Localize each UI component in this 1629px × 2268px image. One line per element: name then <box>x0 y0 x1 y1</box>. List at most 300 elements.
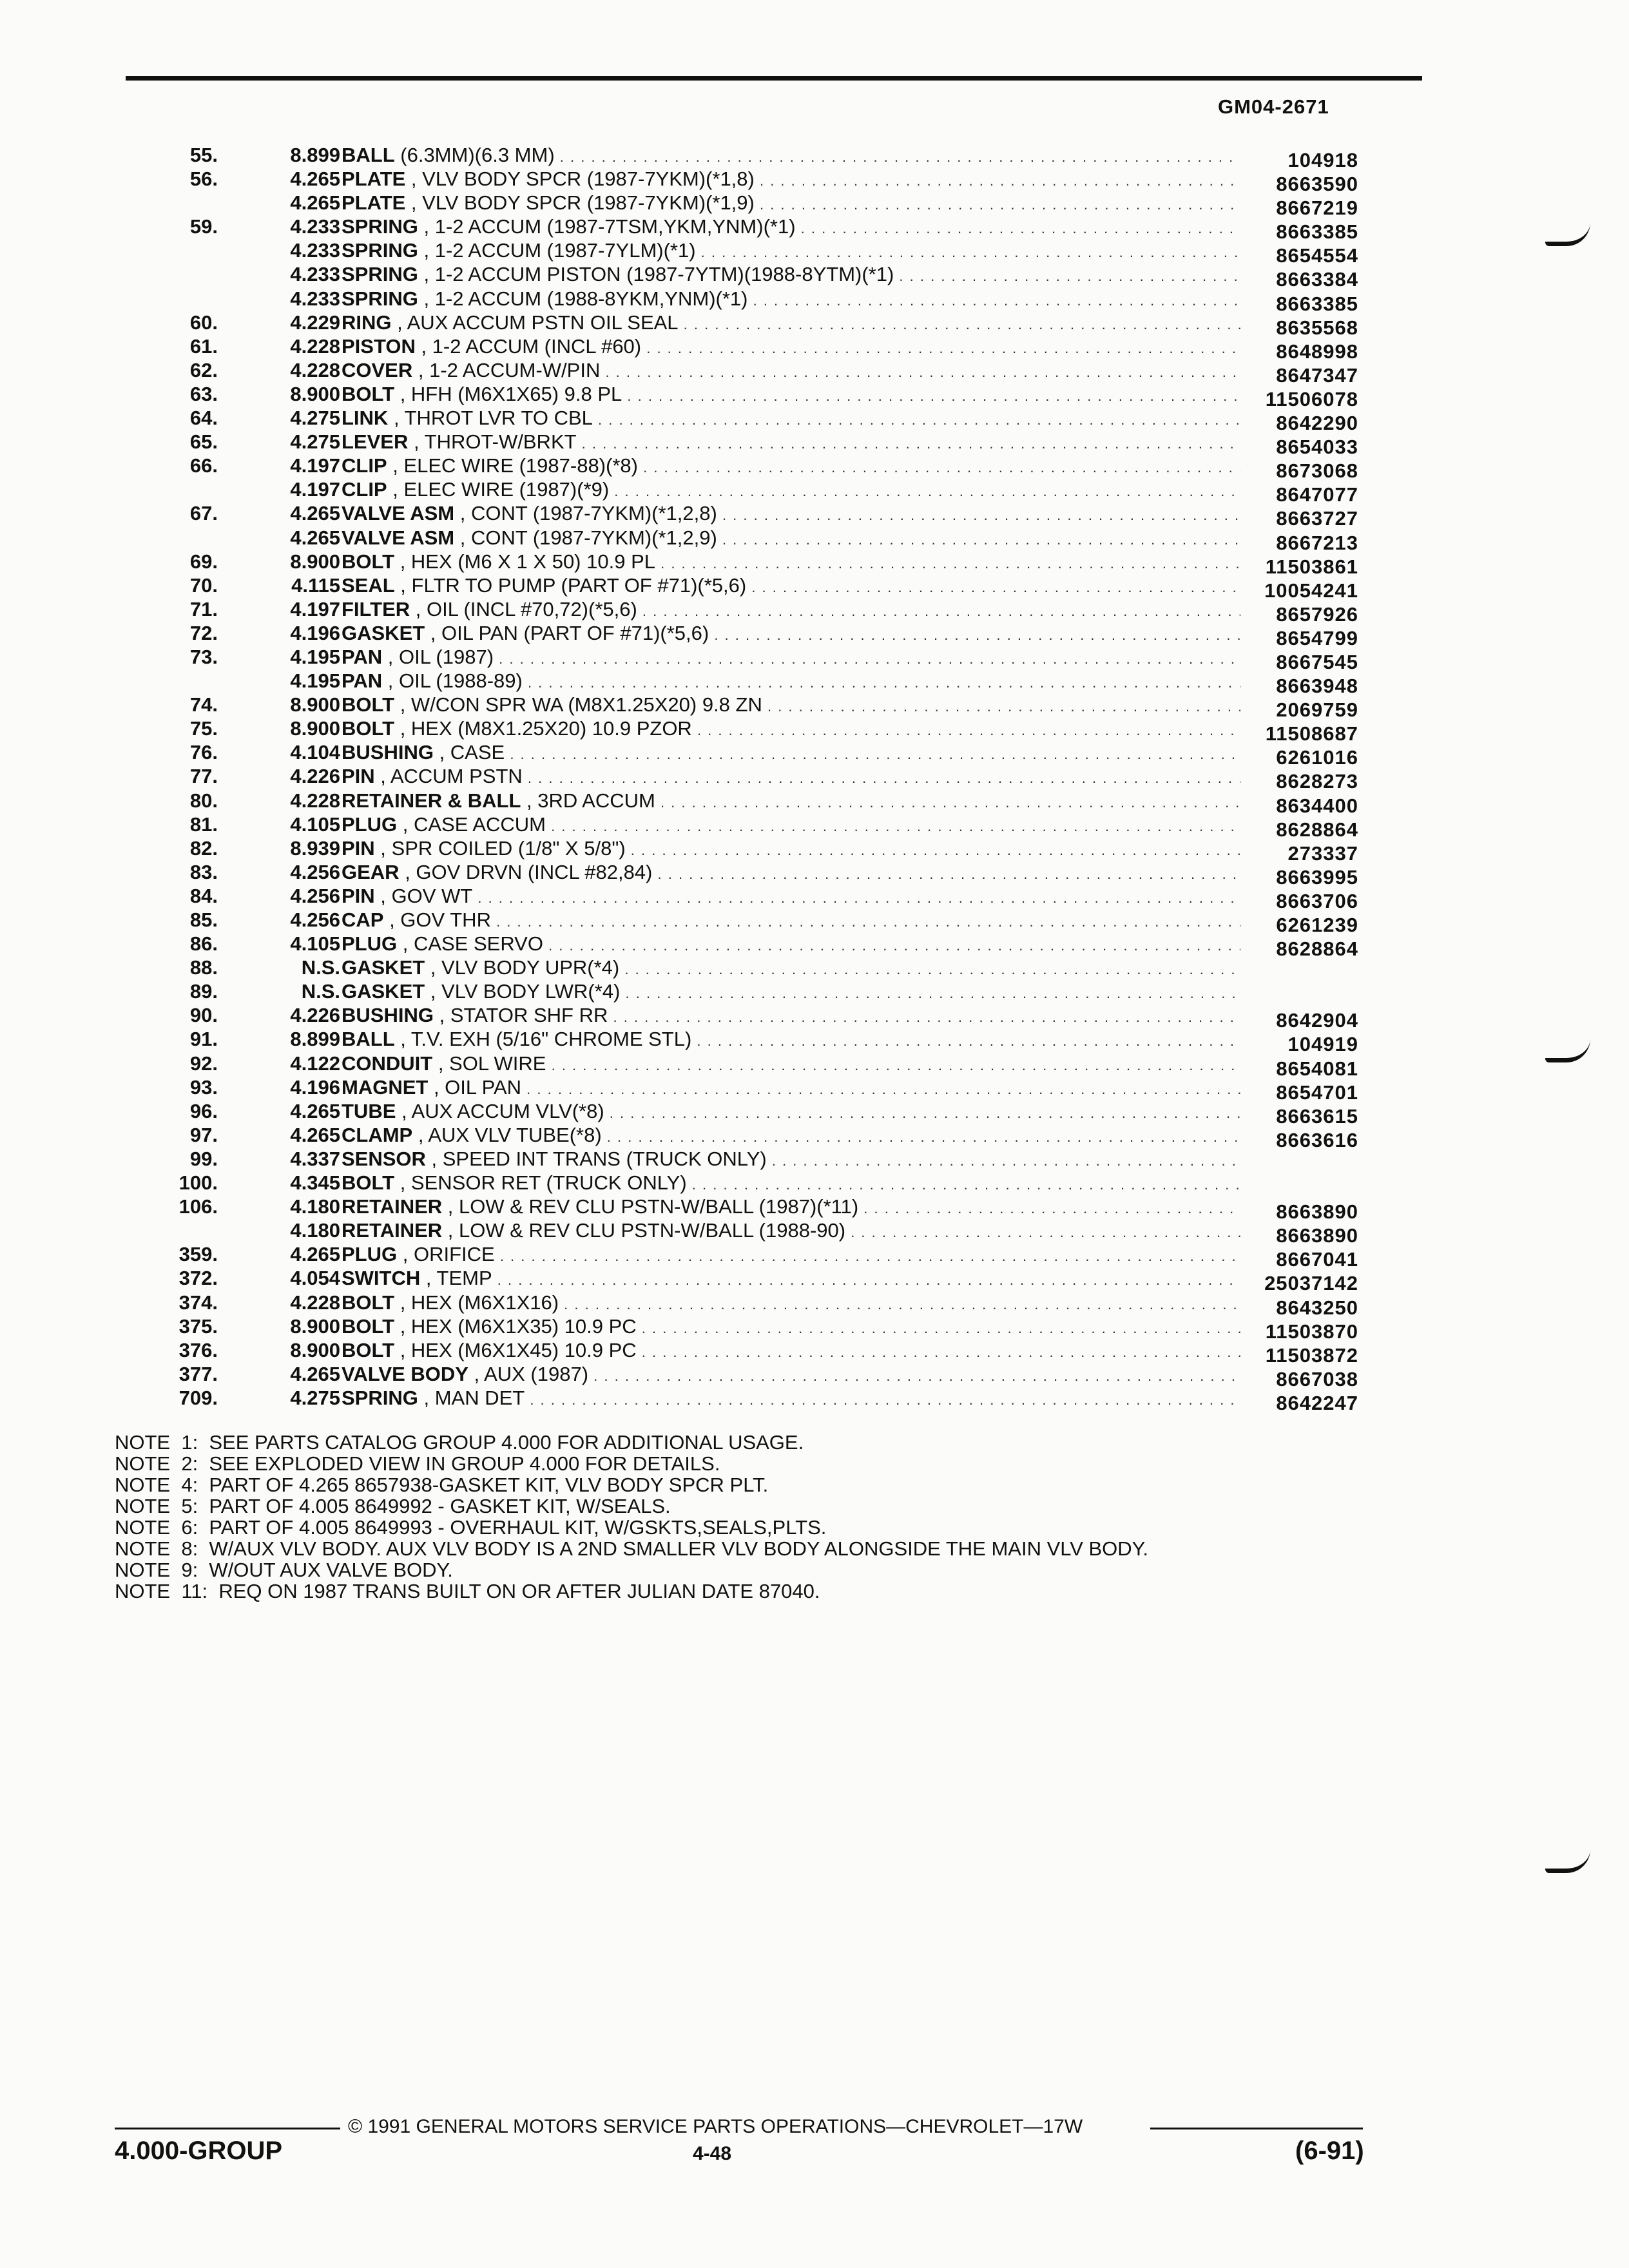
part-number: 8673068 <box>1276 459 1358 483</box>
dot-leader <box>652 861 1240 883</box>
part-detail: , TEMP <box>420 1267 492 1290</box>
ref-number: 66. <box>189 454 218 477</box>
group-number: 4.115 <box>291 573 340 597</box>
part-name: PIN <box>342 765 375 788</box>
part-row <box>0 406 1629 435</box>
ref-number: 106. <box>178 1195 218 1218</box>
part-number: 8628864 <box>1276 937 1358 961</box>
dot-leader <box>894 263 1240 285</box>
dot-leader <box>619 956 1240 979</box>
group-number: 8.939 <box>290 836 340 860</box>
part-detail: , OIL PAN (PART OF #71)(*5,6) <box>425 621 709 644</box>
part-detail: , HEX (M6 X 1 X 50) 10.9 PL <box>394 550 655 573</box>
dot-leader <box>505 741 1240 764</box>
part-number: 8628273 <box>1276 770 1358 793</box>
part-detail: , GOV THR <box>383 908 491 931</box>
part-number: 8643250 <box>1276 1296 1358 1319</box>
dot-leader <box>559 1291 1240 1314</box>
part-name: LEVER <box>342 430 409 454</box>
ref-number: 376. <box>178 1338 218 1361</box>
part-name: BOLT <box>342 693 395 716</box>
part-number: 8663890 <box>1276 1224 1358 1247</box>
group-number: 4.197 <box>290 597 340 620</box>
part-description <box>342 932 1240 957</box>
part-row <box>0 454 1629 483</box>
part-description <box>342 908 1240 934</box>
part-row <box>0 956 1629 979</box>
dot-leader <box>637 1339 1240 1361</box>
part-name: PAN <box>342 669 383 693</box>
group-number: 4.195 <box>290 645 340 668</box>
part-row <box>0 740 1629 769</box>
part-row <box>0 645 1629 673</box>
document-id: GM04-2671 <box>1218 95 1329 118</box>
part-row <box>0 573 1629 602</box>
part-name: BOLT <box>342 717 395 740</box>
group-number: 4.265 <box>290 1243 340 1266</box>
dot-leader <box>472 885 1240 907</box>
part-detail: , W/CON SPR WA (M8X1.25X20) 9.8 ZN <box>394 693 762 716</box>
part-name: BUSHING <box>342 741 434 764</box>
part-number: 8628864 <box>1276 818 1358 841</box>
part-detail: , CASE ACCUM <box>397 812 546 836</box>
part-name: SPRING <box>342 239 418 262</box>
part-description <box>342 716 1240 742</box>
ref-number: 55. <box>189 144 218 166</box>
group-number: 4.265 <box>290 168 340 191</box>
part-name: SEAL <box>342 573 395 597</box>
part-name: BOLT <box>342 1338 395 1361</box>
group-number: 8.900 <box>290 1314 340 1338</box>
ref-number: 80. <box>189 789 218 812</box>
part-number: 8667041 <box>1276 1248 1358 1271</box>
part-row <box>0 382 1629 410</box>
part-description <box>342 238 1240 264</box>
part-row <box>0 693 1629 722</box>
part-detail: , ELEC WIRE (1987-88)(*8) <box>387 454 638 477</box>
part-row <box>0 1291 1629 1319</box>
part-number: 10054241 <box>1264 579 1358 602</box>
part-description <box>342 789 1240 814</box>
part-row <box>0 1338 1629 1367</box>
part-number: 8663727 <box>1276 507 1358 530</box>
part-description <box>342 334 1240 360</box>
part-name: CONDUIT <box>342 1052 433 1075</box>
group-number: 8.900 <box>290 550 340 573</box>
copyright-line: © 1991 GENERAL MOTORS SERVICE PARTS OPERATIONS—CHEVROLET—17W <box>348 2116 1083 2137</box>
part-row <box>0 550 1629 578</box>
part-description <box>342 645 1240 671</box>
group-number: 4.196 <box>290 1075 340 1099</box>
part-number: 273337 <box>1287 841 1358 865</box>
group-number: 8.900 <box>290 382 340 405</box>
part-name: SWITCH <box>342 1267 421 1290</box>
part-number: 8635568 <box>1276 316 1358 339</box>
part-name: CLIP <box>342 454 387 477</box>
group-number: 8.900 <box>290 717 340 740</box>
part-detail: , MAN DET <box>418 1386 525 1409</box>
dot-leader <box>494 646 1240 668</box>
part-description <box>342 143 1240 169</box>
ref-number: 86. <box>189 932 218 956</box>
group-number: 4.275 <box>290 1386 340 1409</box>
dot-leader <box>655 550 1240 573</box>
part-description <box>342 501 1240 527</box>
part-number: 8663590 <box>1276 173 1358 196</box>
ref-number: 93. <box>189 1075 218 1099</box>
part-row <box>0 1171 1629 1195</box>
part-description <box>342 526 1240 552</box>
part-row <box>0 597 1629 626</box>
part-detail: , AUX ACCUM PSTN OIL SEAL <box>391 311 679 334</box>
ref-number: 72. <box>189 621 218 644</box>
ref-number: 377. <box>178 1362 218 1385</box>
part-description <box>342 693 1240 718</box>
part-description <box>342 1386 1240 1412</box>
part-number: 8663385 <box>1276 220 1358 244</box>
part-row <box>0 860 1629 889</box>
part-name: PIN <box>342 836 375 860</box>
ref-number: 88. <box>189 956 218 979</box>
part-detail: , GOV WT <box>374 884 473 907</box>
dot-leader <box>491 908 1240 931</box>
part-detail: , HEX (M6X1X35) 10.9 PC <box>394 1314 637 1338</box>
part-detail: , OIL (1987) <box>382 645 494 668</box>
group-number: 4.256 <box>290 908 340 931</box>
part-row <box>0 884 1629 912</box>
group-number: 4.180 <box>290 1219 340 1242</box>
dot-leader <box>717 526 1240 549</box>
page-number: 4-48 <box>693 2143 732 2164</box>
part-detail: , OIL PAN <box>428 1075 522 1099</box>
part-row <box>0 191 1629 220</box>
part-detail: , AUX VLV TUBE(*8) <box>412 1123 602 1146</box>
dot-leader <box>626 837 1240 860</box>
part-row <box>0 932 1629 961</box>
part-row <box>0 908 1629 936</box>
part-description <box>342 740 1240 766</box>
group-number: 4.233 <box>290 239 340 262</box>
part-description <box>342 956 1240 981</box>
footer-rule-right <box>1150 2128 1363 2129</box>
ref-number: 92. <box>189 1052 218 1075</box>
part-name: VALVE BODY <box>342 1362 468 1385</box>
ref-number: 56. <box>189 168 218 191</box>
part-detail: (6.3MM)(6.3 MM) <box>394 144 555 166</box>
part-description <box>342 1171 1240 1196</box>
part-name: SENSOR <box>342 1147 426 1170</box>
dot-leader <box>858 1195 1240 1218</box>
part-number: 6261239 <box>1276 914 1358 936</box>
group-number: 4.233 <box>290 215 340 238</box>
ref-number: 76. <box>189 741 218 764</box>
ref-number: 61. <box>189 334 218 358</box>
part-description <box>342 1218 1240 1244</box>
part-description <box>342 215 1240 240</box>
ref-number: 71. <box>189 597 218 620</box>
dot-leader <box>691 1028 1240 1050</box>
part-detail: , OIL (1988-89) <box>382 669 523 693</box>
part-description <box>342 191 1240 216</box>
part-detail: , ORIFICE <box>397 1243 495 1266</box>
part-row <box>0 1242 1629 1271</box>
group-number: 8.899 <box>290 1028 340 1051</box>
group-number: 4.196 <box>290 621 340 644</box>
part-name: SPRING <box>342 263 418 286</box>
part-row <box>0 1218 1629 1247</box>
part-name: GASKET <box>342 956 425 979</box>
part-row <box>0 311 1629 339</box>
date-code: (6-91) <box>1295 2137 1364 2165</box>
part-name: RETAINER <box>342 1195 443 1218</box>
group-number: 4.226 <box>290 1004 340 1027</box>
group-number: 4.345 <box>290 1171 340 1195</box>
part-name: PLUG <box>342 1243 398 1266</box>
part-description <box>342 669 1240 695</box>
ref-number: 90. <box>189 1004 218 1027</box>
ref-number: 60. <box>189 311 218 334</box>
group-number: 4.265 <box>290 1099 340 1122</box>
dot-leader <box>755 168 1240 190</box>
group-number: 4.256 <box>290 884 340 907</box>
part-detail: , FLTR TO PUMP (PART OF #71)(*5,6) <box>394 573 747 597</box>
part-row <box>0 501 1629 530</box>
ref-number: 81. <box>189 812 218 836</box>
part-number: 8654081 <box>1276 1057 1358 1080</box>
footer-rule-left <box>115 2128 340 2129</box>
dot-leader <box>746 574 1240 597</box>
part-name: SPRING <box>342 287 418 310</box>
dot-leader <box>525 1387 1240 1409</box>
group-number: 4.265 <box>290 502 340 525</box>
group-number: 4.197 <box>290 478 340 501</box>
part-number: 8647077 <box>1276 483 1358 506</box>
part-detail: , LOW & REV CLU PSTN-W/BALL (1987)(*11) <box>442 1195 859 1218</box>
part-name: TUBE <box>342 1099 396 1122</box>
part-name: PISTON <box>342 334 416 358</box>
part-detail: , 1-2 ACCUM-W/PIN <box>412 358 601 381</box>
ref-number: 84. <box>189 884 218 907</box>
group-number: 4.228 <box>290 334 340 358</box>
part-number: 8663385 <box>1276 292 1358 315</box>
ref-number: 91. <box>189 1028 218 1051</box>
part-row <box>0 1123 1629 1151</box>
part-number: 2069759 <box>1276 698 1358 722</box>
part-detail: , GOV DRVN (INCL #82,84) <box>399 860 653 883</box>
part-row <box>0 1075 1629 1104</box>
part-detail: , VLV BODY SPCR (1987-7YKM)(*1,8) <box>405 168 755 191</box>
part-number: 8667219 <box>1276 197 1358 220</box>
ref-number: 64. <box>189 407 218 430</box>
group-number: 4.180 <box>290 1195 340 1218</box>
group-number: 4.265 <box>290 1362 340 1385</box>
part-number: 104919 <box>1287 1033 1358 1056</box>
part-number: 8663706 <box>1276 889 1358 912</box>
part-row <box>0 1195 1629 1224</box>
dot-leader <box>492 1267 1240 1289</box>
part-number: 8654033 <box>1276 436 1358 459</box>
group-number: 4.275 <box>290 430 340 454</box>
parts-list <box>0 143 1629 1414</box>
part-name: BALL <box>342 144 395 166</box>
ref-number: 99. <box>189 1147 218 1170</box>
part-detail: , AUX ACCUM VLV(*8) <box>396 1099 604 1122</box>
part-detail: , VLV BODY UPR(*4) <box>425 956 620 979</box>
part-description <box>342 1338 1240 1364</box>
part-detail: , OIL (INCL #70,72)(*5,6) <box>410 597 637 620</box>
part-name: PLUG <box>342 932 398 956</box>
part-description <box>342 1075 1240 1101</box>
part-detail: , HEX (M8X1.25X20) 10.9 PZOR <box>394 717 692 740</box>
part-number: 11503872 <box>1265 1343 1358 1367</box>
part-detail: , CASE <box>433 741 505 764</box>
part-row <box>0 621 1629 649</box>
part-number: 11503870 <box>1265 1320 1358 1343</box>
dot-leader <box>588 1363 1240 1385</box>
part-name: BOLT <box>342 550 395 573</box>
part-row <box>0 716 1629 745</box>
part-description <box>342 1003 1240 1029</box>
part-row <box>0 764 1629 793</box>
part-row <box>0 477 1629 506</box>
part-number: 6261016 <box>1276 746 1358 769</box>
dot-leader <box>692 717 1240 740</box>
part-description <box>342 1291 1240 1316</box>
part-name: RETAINER <box>342 1219 443 1242</box>
note-line: NOTE 2: SEE EXPLODED VIEW IN GROUP 4.000 FOR DETAILS. <box>115 1452 720 1475</box>
part-row <box>0 812 1629 841</box>
part-description <box>342 1195 1240 1220</box>
dot-leader <box>755 191 1240 214</box>
group-label: 4.000-GROUP <box>115 2137 283 2165</box>
dot-leader <box>638 454 1240 477</box>
ref-number: 85. <box>189 908 218 931</box>
part-number: 8663615 <box>1276 1104 1358 1128</box>
dot-leader <box>546 1052 1241 1075</box>
dot-leader <box>523 669 1240 692</box>
note-line: NOTE 6: PART OF 4.005 8649993 - OVERHAUL KIT, W/GSKTS,SEALS,PLTS. <box>115 1516 827 1539</box>
part-number: 11503861 <box>1265 555 1358 578</box>
dot-leader <box>655 789 1240 812</box>
dot-leader <box>523 765 1240 787</box>
group-number: 4.275 <box>290 407 340 430</box>
part-number: 8647347 <box>1276 363 1358 387</box>
group-number: 4.233 <box>290 263 340 286</box>
part-number: 8663384 <box>1276 268 1358 291</box>
group-number: 4.122 <box>290 1052 340 1075</box>
part-number: 8654799 <box>1276 626 1358 649</box>
part-name: PAN <box>342 645 383 668</box>
part-name: FILTER <box>342 597 410 620</box>
part-number: 8663995 <box>1276 865 1358 889</box>
group-number: 4.228 <box>290 358 340 381</box>
part-detail: , CONT (1987-7YKM)(*1,2,9) <box>454 526 717 549</box>
part-name: GASKET <box>342 980 425 1003</box>
dot-leader <box>620 980 1240 1003</box>
part-description <box>342 382 1240 408</box>
group-number: 4.265 <box>290 191 340 215</box>
ref-number: 65. <box>189 430 218 454</box>
dot-leader <box>637 598 1240 620</box>
part-number: 8642904 <box>1276 1009 1358 1032</box>
part-detail: , 1-2 ACCUM (1987-7YLM)(*1) <box>418 239 696 262</box>
dot-leader <box>767 1148 1240 1170</box>
part-number: 8654554 <box>1276 244 1358 267</box>
dot-leader <box>600 359 1240 381</box>
part-number: 8642290 <box>1276 412 1358 435</box>
part-description <box>342 287 1240 312</box>
part-name: BOLT <box>342 1291 395 1314</box>
part-number: 11506078 <box>1265 387 1358 410</box>
part-name: SPRING <box>342 1386 418 1409</box>
part-number: 8667213 <box>1276 531 1358 554</box>
part-number: 8663616 <box>1276 1128 1358 1151</box>
part-name: GASKET <box>342 621 425 644</box>
group-number: 8.899 <box>290 144 340 166</box>
ref-number: 374. <box>178 1291 218 1314</box>
group-number: 4.265 <box>290 1123 340 1146</box>
part-detail: , HEX (M6X1X16) <box>394 1291 559 1314</box>
part-detail: , 1-2 ACCUM (1988-8YKM,YNM)(*1) <box>418 287 748 310</box>
note-line: NOTE 9: W/OUT AUX VALVE BODY. <box>115 1559 453 1581</box>
part-row <box>0 334 1629 363</box>
part-name: PLATE <box>342 168 406 191</box>
part-number: 8657926 <box>1276 602 1358 626</box>
part-detail: , LOW & REV CLU PSTN-W/BALL (1988-90) <box>442 1219 846 1242</box>
ref-number: 69. <box>189 550 218 573</box>
part-number: 104918 <box>1287 149 1358 171</box>
part-name: BOLT <box>342 1171 395 1195</box>
part-detail: , VLV BODY LWR(*4) <box>425 980 621 1003</box>
ref-number: 359. <box>178 1243 218 1266</box>
part-number: 8663890 <box>1276 1200 1358 1224</box>
group-number: 4.105 <box>290 932 340 956</box>
dot-leader <box>637 1315 1240 1338</box>
notes-section <box>115 1432 1148 1602</box>
dot-leader <box>602 1124 1240 1146</box>
part-description <box>342 311 1240 336</box>
note-line: NOTE 8: W/AUX VLV BODY. AUX VLV BODY IS A 2ND SMALLER VLV BODY ALONGSIDE THE MAIN VLV BODY. <box>115 1537 1148 1560</box>
part-name: BOLT <box>342 1314 395 1338</box>
note-line: NOTE 1: SEE PARTS CATALOG GROUP 4.000 FOR ADDITIONAL USAGE. <box>115 1431 804 1454</box>
binding-hole-mark <box>1545 1849 1590 1873</box>
part-description <box>342 1123 1240 1149</box>
part-detail: , 1-2 ACCUM PISTON (1987-7YTM)(1988-8YTM)(*1) <box>418 263 894 286</box>
dot-leader <box>717 502 1240 524</box>
ref-number: 59. <box>189 215 218 238</box>
part-description <box>342 454 1240 479</box>
part-number: 11508687 <box>1265 722 1358 745</box>
part-detail: , HFH (M6X1X65) 9.8 PL <box>394 382 622 405</box>
dot-leader <box>709 622 1240 644</box>
part-row <box>0 1266 1629 1295</box>
ref-number: 97. <box>189 1123 218 1146</box>
part-row <box>0 1003 1629 1032</box>
part-name: CAP <box>342 908 384 931</box>
part-detail: , ACCUM PSTN <box>374 765 523 788</box>
part-number: 8634400 <box>1276 794 1358 817</box>
ref-number: 63. <box>189 382 218 405</box>
note-line: NOTE 11: REQ ON 1987 TRANS BUILT ON OR AFTER JULIAN DATE 87040. <box>115 1580 820 1602</box>
part-description <box>342 406 1240 432</box>
ref-number: 77. <box>189 765 218 788</box>
part-description <box>342 573 1240 599</box>
part-detail: , T.V. EXH (5/16" CHROME STL) <box>394 1028 692 1051</box>
ref-number: 62. <box>189 358 218 381</box>
ref-number: 709. <box>178 1386 218 1409</box>
part-row <box>0 1147 1629 1171</box>
part-name: BALL <box>342 1028 395 1051</box>
